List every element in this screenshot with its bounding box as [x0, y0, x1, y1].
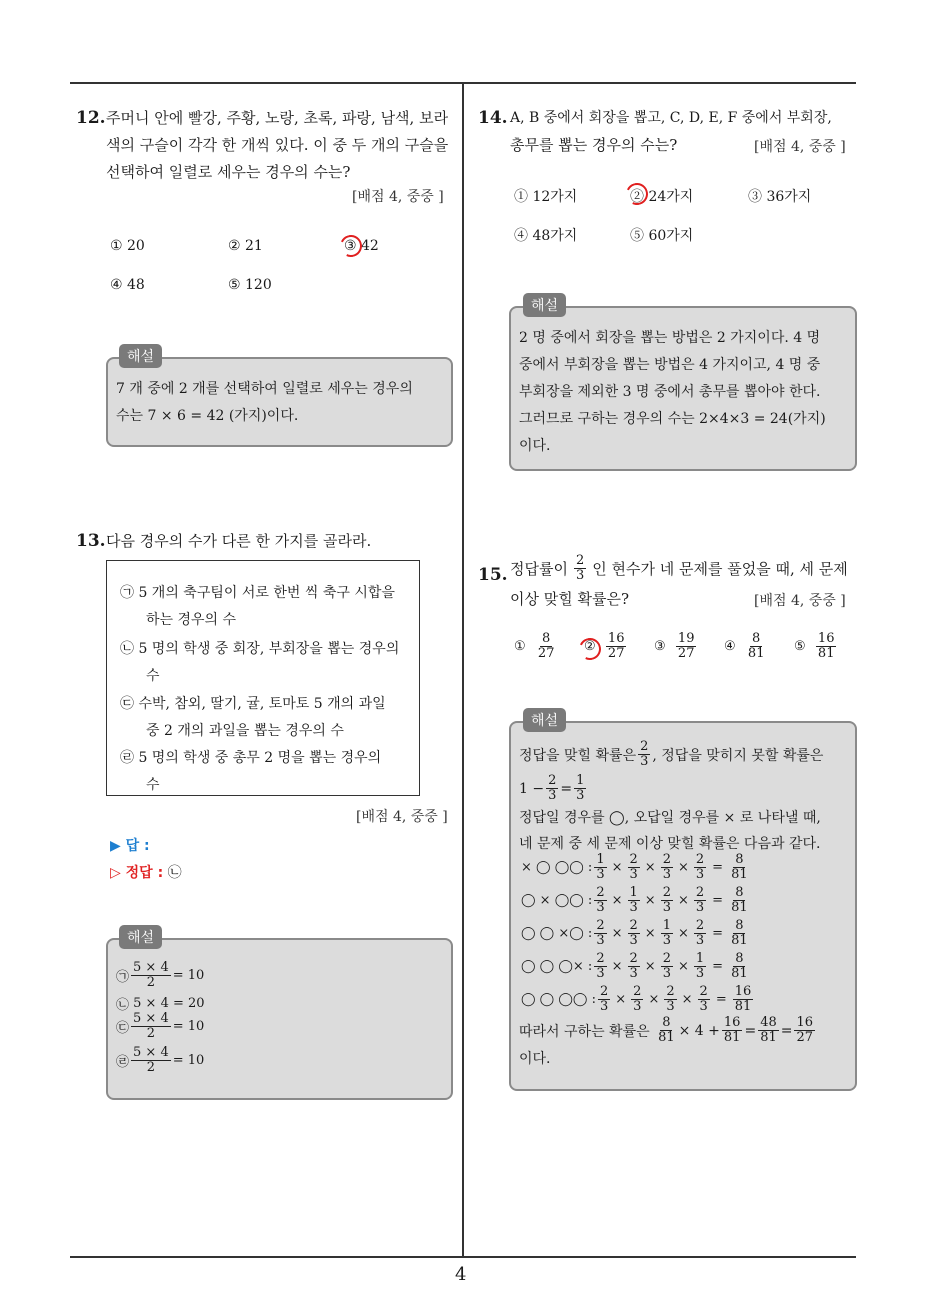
factor-fraction: $\frac{2}{3}$ — [695, 918, 705, 948]
factor-fraction: $\frac{2}{3}$ — [695, 852, 705, 882]
explanation-tag: 해설 — [523, 293, 566, 317]
factor-fraction: $\frac{1}{3}$ — [596, 852, 605, 882]
factor-fraction: $\frac{2}{3}$ — [666, 984, 675, 1014]
choice-4[interactable]: ④ $\frac{8}{81}$ — [724, 631, 765, 661]
explanation-line: 7 개 중에 2 개를 선택하여 일렬로 세우는 경우의 — [116, 381, 413, 397]
question-text-line: 총무를 뽑는 경우의 수는? — [510, 136, 678, 154]
answer-label: ▶ 답 : — [110, 838, 150, 854]
bottom-rule — [70, 1256, 856, 1258]
result-fraction: $\frac{16}{81}$ — [734, 984, 752, 1014]
question-text-line: 선택하여 일렬로 세우는 경우의 수는? — [106, 163, 351, 181]
score-meta: [배점 4, 중중 ] — [352, 189, 444, 205]
choice-5[interactable]: ⑤ 60가지 — [630, 228, 694, 244]
page-number: 4 — [455, 1264, 467, 1285]
explanation-line: 이다. — [519, 1051, 551, 1067]
outcome-pattern: × ◯ ◯◯ : — [521, 860, 593, 875]
correct-answer — [110, 862, 182, 882]
choice-3[interactable]: ③ $\frac{19}{27}$ — [654, 631, 695, 661]
explanation-line: 중에서 부회장을 뽑는 방법은 4 가지이고, 4 명 중 — [519, 357, 821, 373]
choice-4[interactable]: ④ 48가지 — [514, 228, 578, 244]
question-text-line: 이상 맞힐 확률은? — [510, 590, 630, 608]
probability-row: ◯ ◯ ×◯ : $\frac{2}{3}$ × $\frac{2}{3}$ × $\frac{1}{3}$ × $\frac{2}{3}$ = $\frac{8}{81}$ — [521, 918, 748, 948]
choice-1[interactable]: ① $\frac{8}{27}$ — [514, 631, 555, 661]
choice-1[interactable]: ① 12가지 — [514, 189, 578, 205]
explanation-row: ㉢ $\frac{5 \times 4}{2}$ = 10 — [116, 1011, 205, 1041]
outcome-pattern: ◯ ◯ ×◯ : — [521, 926, 593, 941]
explanation-line: 부회장을 제외한 3 명 중에서 총무를 뽑아야 한다. — [519, 384, 821, 400]
factor-fraction: $\frac{2}{3}$ — [662, 951, 671, 981]
choice-1[interactable]: ① 20 — [110, 238, 145, 254]
item-line: ㉡ 5 명의 학생 중 회장, 부회장을 뽑는 경우의 — [120, 641, 400, 657]
choice-2[interactable]: ② $\frac{16}{27}$ — [584, 631, 625, 661]
correct-answer-value: ㉡ — [167, 865, 182, 881]
choice-2[interactable]: ② 24가지 — [630, 189, 694, 205]
explanation-row: ㉠ $\frac{5 \times 4}{2}$ = 10 — [116, 960, 205, 990]
factor-fraction: $\frac{2}{3}$ — [633, 984, 642, 1014]
explanation-tag: 해설 — [119, 344, 162, 368]
factor-fraction: $\frac{2}{3}$ — [629, 951, 638, 981]
factor-fraction: $\frac{1}{3}$ — [695, 951, 705, 981]
factor-fraction: $\frac{1}{3}$ — [629, 885, 638, 915]
factor-fraction: $\frac{2}{3}$ — [599, 984, 609, 1014]
score-meta: [배점 4, 중중 ] — [754, 593, 846, 609]
answer-circle-mark — [337, 232, 365, 260]
factor-fraction: $\frac{2}{3}$ — [596, 885, 605, 915]
explanation-line: 네 문제 중 세 문제 이상 맞힐 확률은 다음과 같다. — [519, 836, 821, 852]
explanation-tag: 해설 — [119, 925, 162, 949]
question-text-line: 정답률이 $\frac{2}{3}$ 인 현수가 네 문제를 풀었을 때, 세 문제 — [510, 553, 848, 583]
explanation-tag: 해설 — [523, 708, 566, 732]
probability-row: ◯ ◯ ◯◯ : $\frac{2}{3}$ × $\frac{2}{3}$ × $\frac{2}{3}$ × $\frac{2}{3}$ = $\frac{16}{81}$ — [521, 984, 752, 1014]
item-line: ㉢ 수박, 참외, 딸기, 귤, 토마토 5 개의 과일 — [120, 696, 386, 712]
factor-fraction: $\frac{2}{3}$ — [662, 885, 671, 915]
factor-fraction: $\frac{2}{3}$ — [699, 984, 708, 1014]
column-divider — [462, 82, 464, 1257]
result-fraction: $\frac{8}{81}$ — [731, 852, 748, 882]
choice-5[interactable]: ⑤ $\frac{16}{81}$ — [794, 631, 835, 661]
correct-answer-label: ▷ 정답 : — [110, 865, 164, 881]
question-number: 14. — [478, 108, 508, 128]
factor-fraction: $\frac{2}{3}$ — [695, 885, 705, 915]
score-meta: [배점 4, 중중 ] — [754, 139, 846, 155]
factor-fraction: $\frac{2}{3}$ — [596, 951, 605, 981]
question-number: 12. — [76, 108, 106, 128]
probability-row: × ◯ ◯◯ : $\frac{1}{3}$ × $\frac{2}{3}$ × $\frac{2}{3}$ × $\frac{2}{3}$ = $\frac{8}{81}$ — [521, 852, 748, 882]
choice-5[interactable]: ⑤ 120 — [228, 277, 272, 293]
outcome-pattern: ◯ ◯ ◯× : — [521, 959, 593, 974]
explanation-row: ㉡ 5 × 4 = 20 — [116, 996, 205, 1013]
explanation-line: 이다. — [519, 438, 551, 454]
factor-fraction: $\frac{2}{3}$ — [596, 918, 605, 948]
item-line: 중 2 개의 과일을 뽑는 경우의 수 — [146, 723, 344, 739]
explanation-box — [106, 357, 453, 447]
explanation-line: 정답을 맞힐 확률은 $\frac{2}{3}$ , 정답을 맞히지 못할 확률은 — [519, 739, 824, 769]
explanation-line: 1 − $\frac{2}{3}$ = $\frac{1}{3}$ — [519, 773, 585, 803]
explanation-line: 2 명 중에서 회장을 뽑는 방법은 2 가지이다. 4 명 — [519, 330, 821, 346]
item-line: 수 — [146, 668, 160, 684]
result-fraction: $\frac{8}{81}$ — [731, 918, 748, 948]
question-text-line: A, B 중에서 회장을 뽑고, C, D, E, F 중에서 부회장, — [510, 110, 832, 126]
item-line: 하는 경우의 수 — [146, 612, 237, 628]
explanation-line: 따라서 구하는 확률은 $\frac{8}{81}$ × 4 + $\frac{16}{81}$ = $\frac{48}{81}$ = $\frac{16}{27}$ — [519, 1015, 814, 1045]
probability-row: ◯ ◯ ◯× : $\frac{2}{3}$ × $\frac{2}{3}$ × $\frac{2}{3}$ × $\frac{1}{3}$ = $\frac{8}{81}$ — [521, 951, 748, 981]
question-text-line: 색의 구슬이 각각 한 개씩 있다. 이 중 두 개의 구슬을 — [106, 136, 449, 154]
explanation-row: ㉣ $\frac{5 \times 4}{2}$ = 10 — [116, 1045, 205, 1075]
question-number: 13. — [76, 531, 106, 551]
factor-fraction: $\frac{2}{3}$ — [629, 918, 638, 948]
item-line: ㉠ 5 개의 축구팀이 서로 한번 씩 축구 시합을 — [120, 585, 395, 601]
score-meta: [배점 4, 중중 ] — [356, 809, 448, 825]
outcome-pattern: ◯ × ◯◯ : — [521, 893, 593, 908]
probability-row: ◯ × ◯◯ : $\frac{2}{3}$ × $\frac{1}{3}$ × $\frac{2}{3}$ × $\frac{2}{3}$ = $\frac{8}{81}$ — [521, 885, 748, 915]
item-line: 수 — [146, 777, 160, 793]
choice-4[interactable]: ④ 48 — [110, 277, 145, 293]
item-line: ㉣ 5 명의 학생 중 총무 2 명을 뽑는 경우의 — [120, 750, 382, 766]
choice-3[interactable]: ③ 42 — [344, 238, 379, 254]
explanation-line: 그러므로 구하는 경우의 수는 2×4×3 = 24(가지) — [519, 411, 826, 427]
factor-fraction: $\frac{2}{3}$ — [662, 852, 671, 882]
outcome-pattern: ◯ ◯ ◯◯ : — [521, 992, 596, 1007]
explanation-line: 수는 7 × 6 = 42 (가지)이다. — [116, 408, 299, 424]
question-number: 15. — [478, 565, 508, 585]
question-stem: 다음 경우의 수가 다른 한 가지를 골라라. — [106, 532, 372, 550]
question-text-line: 주머니 안에 빨강, 주황, 노랑, 초록, 파랑, 남색, 보라 — [106, 109, 449, 127]
explanation-line: 정답일 경우를 ◯, 오답일 경우를 × 로 나타낼 때, — [519, 810, 821, 826]
choice-2[interactable]: ② 21 — [228, 238, 263, 254]
result-fraction: $\frac{8}{81}$ — [731, 885, 748, 915]
result-fraction: $\frac{8}{81}$ — [731, 951, 748, 981]
choice-3[interactable]: ③ 36가지 — [748, 189, 812, 205]
factor-fraction: $\frac{2}{3}$ — [629, 852, 638, 882]
factor-fraction: $\frac{1}{3}$ — [662, 918, 671, 948]
